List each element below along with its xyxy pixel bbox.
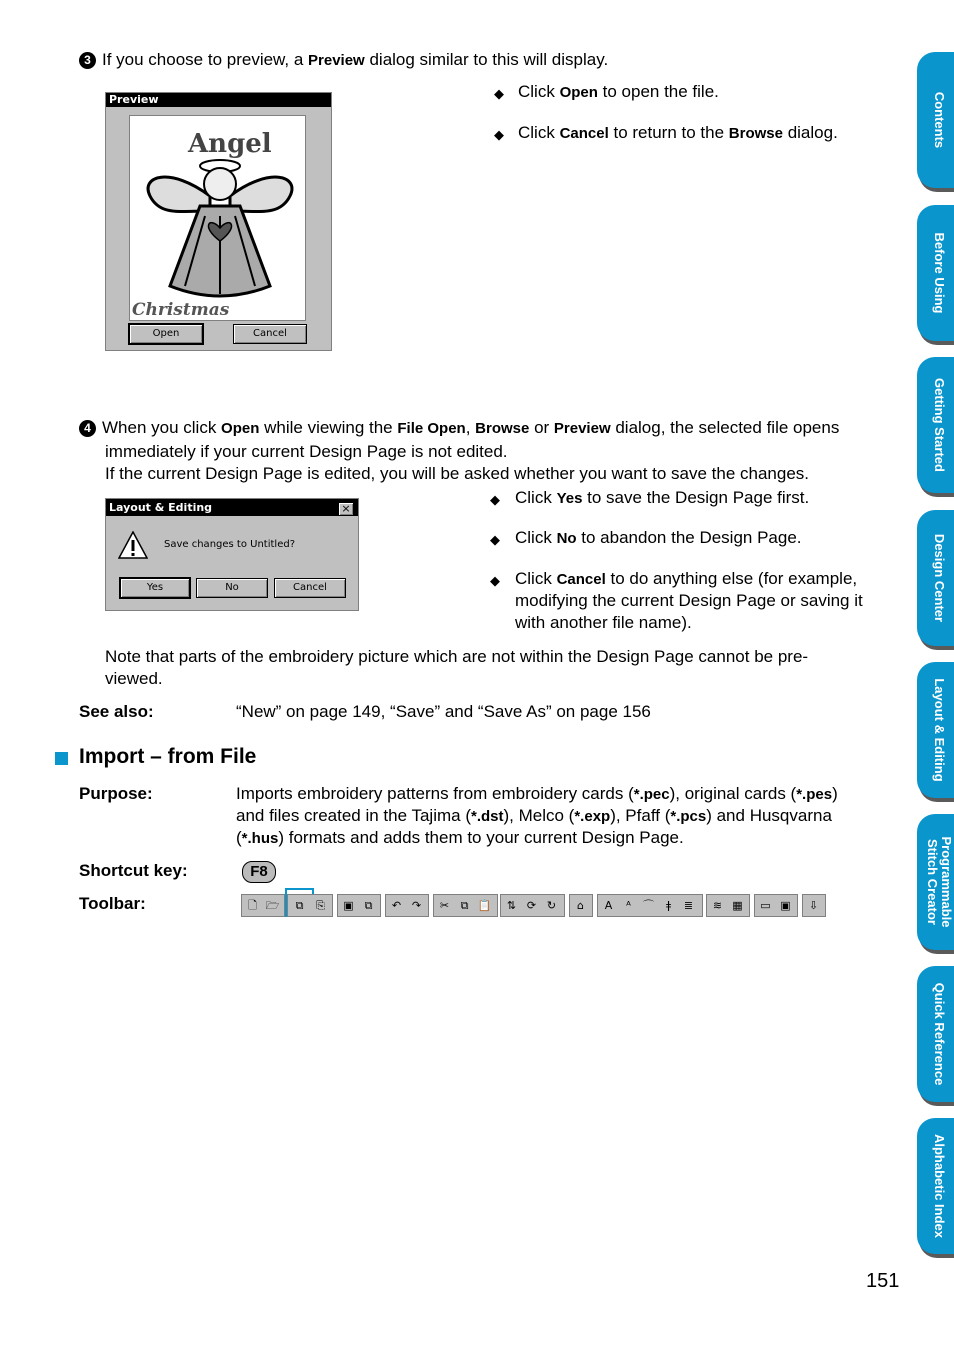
text-on-path-icon[interactable]: ᴬ <box>626 899 631 912</box>
undo-icon[interactable]: ↶ <box>391 899 402 912</box>
yes-button[interactable]: Yes <box>120 578 190 598</box>
open-folder-icon[interactable]: 🗁 <box>265 899 280 912</box>
rotate-icon[interactable]: ⟳ <box>526 899 537 912</box>
cut-icon[interactable]: ✂ <box>439 899 450 912</box>
purpose-line1: Imports embroidery patterns from embroidery cards (*.pec), original cards (*.pes) <box>236 784 838 803</box>
write-to-card-icon[interactable]: ⇩ <box>808 899 819 912</box>
step4-line1: 4 When you click Open while viewing the File Open, Browse or Preview dialog, the selected file opens <box>79 418 839 438</box>
paste-icon[interactable]: 📋 <box>477 899 492 912</box>
tab-alphabetic-index[interactable]: Alphabetic Index <box>917 1118 954 1254</box>
diamond-bullet-icon: ◆ <box>490 492 500 507</box>
design-property-icon[interactable]: ▦ <box>732 899 743 912</box>
christmas-caption-text: Christmas <box>132 300 230 320</box>
note-line1: Note that parts of the embroidery picture which are not within the Design Page cannot be pre- <box>105 647 809 666</box>
stitch-icon[interactable]: ⌂ <box>577 899 584 912</box>
diamond-bullet-icon: ◆ <box>490 532 500 547</box>
layout-editing-dialog <box>105 498 359 611</box>
purpose-line3: (*.hus) formats and adds them to your current Design Page. <box>236 828 684 847</box>
section-title: Import – from File <box>79 745 257 768</box>
step4-line3: If the current Design Page is edited, you will be asked whether you want to save the changes. <box>105 464 810 483</box>
import-icon[interactable]: ⎘ <box>316 899 325 912</box>
layout-dialog-title: Layout & Editing <box>106 499 358 516</box>
sew-attributes-icon[interactable]: ≋ <box>712 899 723 912</box>
cancel-button[interactable]: Cancel <box>274 578 346 598</box>
toolbar-label: Toolbar: <box>79 894 146 913</box>
note-line2: viewed. <box>105 669 163 688</box>
bullet-open: Click Open to open the file. <box>518 82 719 101</box>
step-number: 3 <box>79 52 96 69</box>
redo-icon[interactable]: ↷ <box>411 899 422 912</box>
preview-cancel-button[interactable]: Cancel <box>233 324 307 344</box>
text-attributes-icon[interactable]: ≣ <box>683 899 694 912</box>
preview-open-button[interactable]: Open <box>129 324 203 344</box>
tab-before-using[interactable]: Before Using <box>917 205 954 341</box>
layout-dialog-message: Save changes to Untitled? <box>164 539 295 550</box>
angel-title-text: Angel <box>188 129 272 159</box>
tab-programmable-stitch-creator[interactable]: Programmable Stitch Creator <box>917 814 954 950</box>
shortcut-label: Shortcut key: <box>79 861 188 880</box>
mirror-icon[interactable]: ⇅ <box>506 899 517 912</box>
import-from-file-icon[interactable]: ⧉ <box>295 899 304 912</box>
preview-dialog-title: Preview <box>106 93 331 107</box>
tab-getting-started[interactable]: Getting Started <box>917 357 954 493</box>
text-icon[interactable]: A <box>604 899 613 912</box>
bullet-cancel-line3: with another file name). <box>515 613 692 632</box>
bullet-cancel-2: Click Cancel to do anything else (for example, <box>515 569 858 588</box>
tab-contents[interactable]: Contents <box>917 52 954 188</box>
see-also-label: See also: <box>79 702 154 721</box>
tab-quick-reference[interactable]: Quick Reference <box>917 966 954 1102</box>
new-file-icon[interactable]: 🗋 <box>248 899 257 912</box>
preview-image <box>129 115 306 321</box>
bullet-cancel: Click Cancel to return to the Browse dialog. <box>518 123 838 142</box>
bullet-cancel-line2: modifying the current Design Page or saving it <box>515 591 863 610</box>
step3-text: 3 If you choose to preview, a Preview dialog similar to this will display. <box>79 50 608 70</box>
purpose-line2: and files created in the Tajima (*.dst), Melco (*.exp), Pfaff (*.pcs) and Husqvarna <box>236 806 832 825</box>
no-button[interactable]: No <box>196 578 268 598</box>
diamond-bullet-icon: ◆ <box>494 86 504 101</box>
diamond-bullet-icon: ◆ <box>490 573 500 588</box>
bullet-yes: Click Yes to save the Design Page first. <box>515 488 810 507</box>
page-number: 151 <box>866 1270 900 1292</box>
preview-icon[interactable]: ▭ <box>760 899 771 912</box>
section-square-icon <box>55 752 68 765</box>
realistic-preview-icon[interactable]: ▣ <box>780 899 791 912</box>
step-number: 4 <box>79 420 96 437</box>
text-arc-icon[interactable]: ⌒ <box>643 899 654 912</box>
bullet-no: Click No to abandon the Design Page. <box>515 528 802 547</box>
f8-key-badge: F8 <box>242 861 276 883</box>
step4-line2: immediately if your current Design Page is not edited. <box>105 442 508 461</box>
tab-layout-editing[interactable]: Layout & Editing <box>917 662 954 798</box>
save-as-icon[interactable]: ⧉ <box>364 899 373 912</box>
close-icon[interactable]: × <box>338 502 354 516</box>
copy-icon[interactable]: ⧉ <box>460 899 469 912</box>
save-icon[interactable]: ▣ <box>343 899 354 912</box>
rotate-free-icon[interactable]: ↻ <box>546 899 557 912</box>
preview-dialog <box>105 92 332 351</box>
warning-icon <box>118 531 148 559</box>
text-vertical-icon[interactable]: ǂ <box>665 899 672 912</box>
tab-design-center[interactable]: Design Center <box>917 510 954 646</box>
diamond-bullet-icon: ◆ <box>494 127 504 142</box>
purpose-label: Purpose: <box>79 784 153 803</box>
see-also-text: “New” on page 149, “Save” and “Save As” on page 156 <box>236 702 651 721</box>
